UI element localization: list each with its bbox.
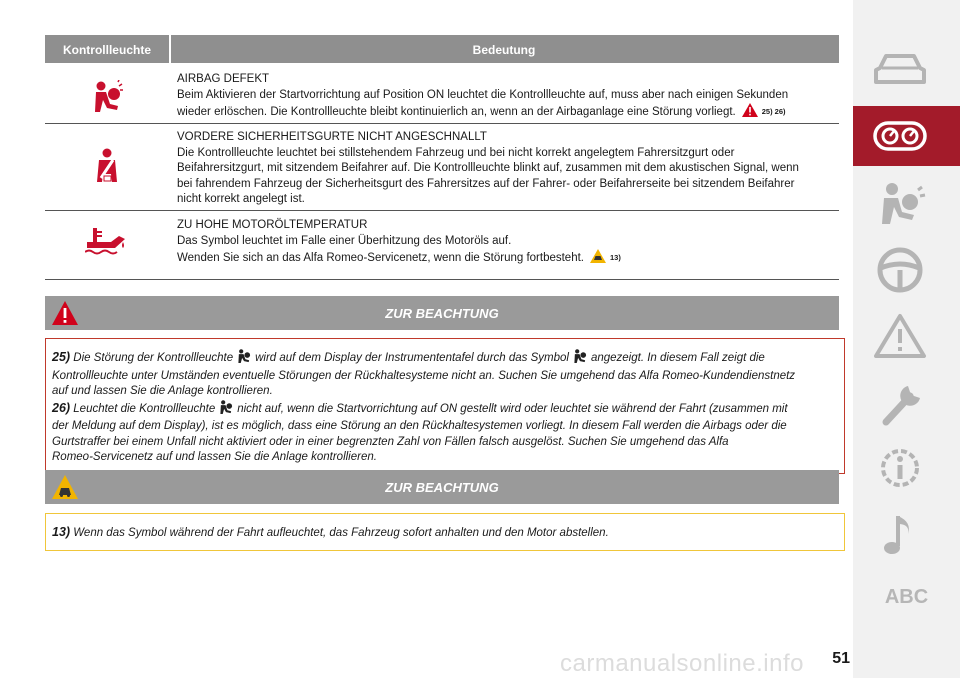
note-heading: ZUR BEACHTUNG	[385, 480, 499, 495]
abc-index-label[interactable]: ABC	[884, 586, 929, 608]
table-header	[45, 35, 839, 63]
row-airbag-defekt	[177, 72, 837, 123]
dashboard-gauges-icon[interactable]	[872, 118, 928, 159]
seatbelt-warning-icon	[45, 148, 169, 193]
row-text-segment: Wenden Sie sich an das Alfa Romeo-Servicenetz, wenn die Störung fortbesteht.	[177, 252, 584, 264]
note-item-26	[52, 400, 844, 420]
note-heading-bar	[45, 296, 839, 330]
airbag-small-icon	[218, 400, 234, 420]
airbag-warning-icon	[45, 80, 169, 119]
note-heading-bar	[45, 470, 839, 504]
note-box-amber	[45, 513, 845, 551]
note-text: wird auf dem Display der Instrumententafel durch das Symbol	[255, 352, 569, 364]
row-text	[177, 103, 837, 123]
row-text	[177, 249, 837, 269]
row-text: Beim Aktivieren der Startvorrichtung auf Position ON leuchtet die Kontrollleuchte auf, muss aber nach einigen Sekunden	[177, 88, 789, 101]
column-header-bedeutung: Bedeutung	[472, 43, 536, 57]
red-warning-triangle-icon	[742, 103, 758, 123]
airbag-small-icon	[236, 349, 252, 369]
note-number: 25)	[52, 350, 71, 364]
row-title: AIRBAG DEFEKT	[177, 73, 270, 85]
music-note-icon[interactable]	[872, 512, 928, 565]
note-text: Die Störung der Kontrollleuchte	[73, 352, 234, 364]
row-text: nicht korrekt angelegt ist.	[177, 193, 305, 205]
oil-temperature-icon	[45, 228, 169, 261]
reference-numbers: 25) 26)	[761, 107, 786, 116]
page-number: 51	[832, 650, 850, 667]
note-text: Leuchtet die Kontrollleuchte	[73, 402, 216, 415]
note-text: nicht auf, wenn die Startvorrichtung auf ON gestellt wird oder leuchtet sie während der Fahrt (zusammen mit	[237, 402, 788, 415]
row-text: bei fahrendem Fahrzeug der Sicherheitsgurt des Fahrersitzes auf der Fahrer- oder Beifahrerseite bei sitzendem Beifahrer	[177, 177, 795, 190]
note-text: auf und lassen Sie die Anlage kontrollieren.	[52, 385, 273, 397]
row-text: Beifahrersitzgurt, mit sitzendem Beifahrer auf. Die Kontrollleuchte blinkt auf, zusammen mit dem akustischen Signal, wenn	[177, 162, 799, 174]
watermark: carmanualsonline.info	[560, 650, 804, 677]
warning-triangle-icon[interactable]	[872, 312, 928, 365]
note-number: 13)	[52, 525, 71, 539]
note-text: angezeigt. In diesem Fall zeigt die	[590, 352, 765, 364]
note-number: 26)	[52, 400, 71, 415]
note-heading: ZUR BEACHTUNG	[385, 306, 499, 321]
info-gear-icon[interactable]	[872, 444, 928, 497]
note-text: Romeo-Servicenetz auf und lassen Sie die Anlage kontrollieren.	[52, 451, 377, 463]
note-text: Kontrollleuchte unter Umständen eventuelle Störungen der Rückhaltesysteme nicht an. Suchen Sie umgehend das Alfa Romeo-Kundendienstnetz	[52, 369, 796, 382]
note-text: Gurtstraffer bei einem Unfall nicht aktiviert oder in einer begrenzten Zahl von Fällen falsch ausgelöst. Suchen Sie umgehend das Alfa	[52, 435, 729, 448]
row-divider	[45, 210, 839, 211]
row-text-segment: wieder erlöschen. Die Kontrollleuchte bleibt kontinuierlich an, wenn an der Airbaganlage eine Störung vorliegt.	[177, 106, 736, 118]
note-text: der Meldung auf dem Display), ist es möglich, dass eine Störung an den Rückhaltesystemen vorliegt. In diesem Fall werden die Airbags oder die	[52, 420, 787, 432]
row-text: Das Symbol leuchtet im Falle einer Überhitzung des Motoröls auf.	[177, 234, 512, 247]
row-text: Die Kontrollleuchte leuchtet bei stillstehendem Fahrzeug und bei nicht korrekt angelegtem Fahrersitzgurt oder	[177, 146, 735, 159]
amber-car-warning-icon	[590, 249, 606, 269]
row-motoroeltemperatur	[177, 218, 837, 269]
column-header-kontrollleuchte: Kontrollleuchte	[62, 43, 151, 57]
wrench-icon[interactable]	[872, 380, 928, 433]
steering-wheel-icon[interactable]	[872, 246, 928, 299]
airbag-small-icon	[572, 349, 588, 369]
row-sicherheitsgurte	[177, 130, 837, 208]
reference-numbers: 13)	[610, 253, 621, 262]
row-divider	[45, 279, 839, 280]
row-title: VORDERE SICHERHEITSGURTE NICHT ANGESCHNALLT	[177, 131, 487, 143]
note-text: Wenn das Symbol während der Fahrt aufleuchtet, das Fahrzeug sofort anhalten und den Motor abstellen.	[73, 527, 609, 539]
row-divider	[45, 123, 839, 124]
airbag-person-icon[interactable]	[872, 182, 928, 231]
car-icon[interactable]	[872, 48, 928, 93]
note-box-red	[45, 338, 845, 474]
note-item-25	[52, 349, 844, 369]
row-title: ZU HOHE MOTORÖLTEMPERATUR	[177, 219, 368, 231]
